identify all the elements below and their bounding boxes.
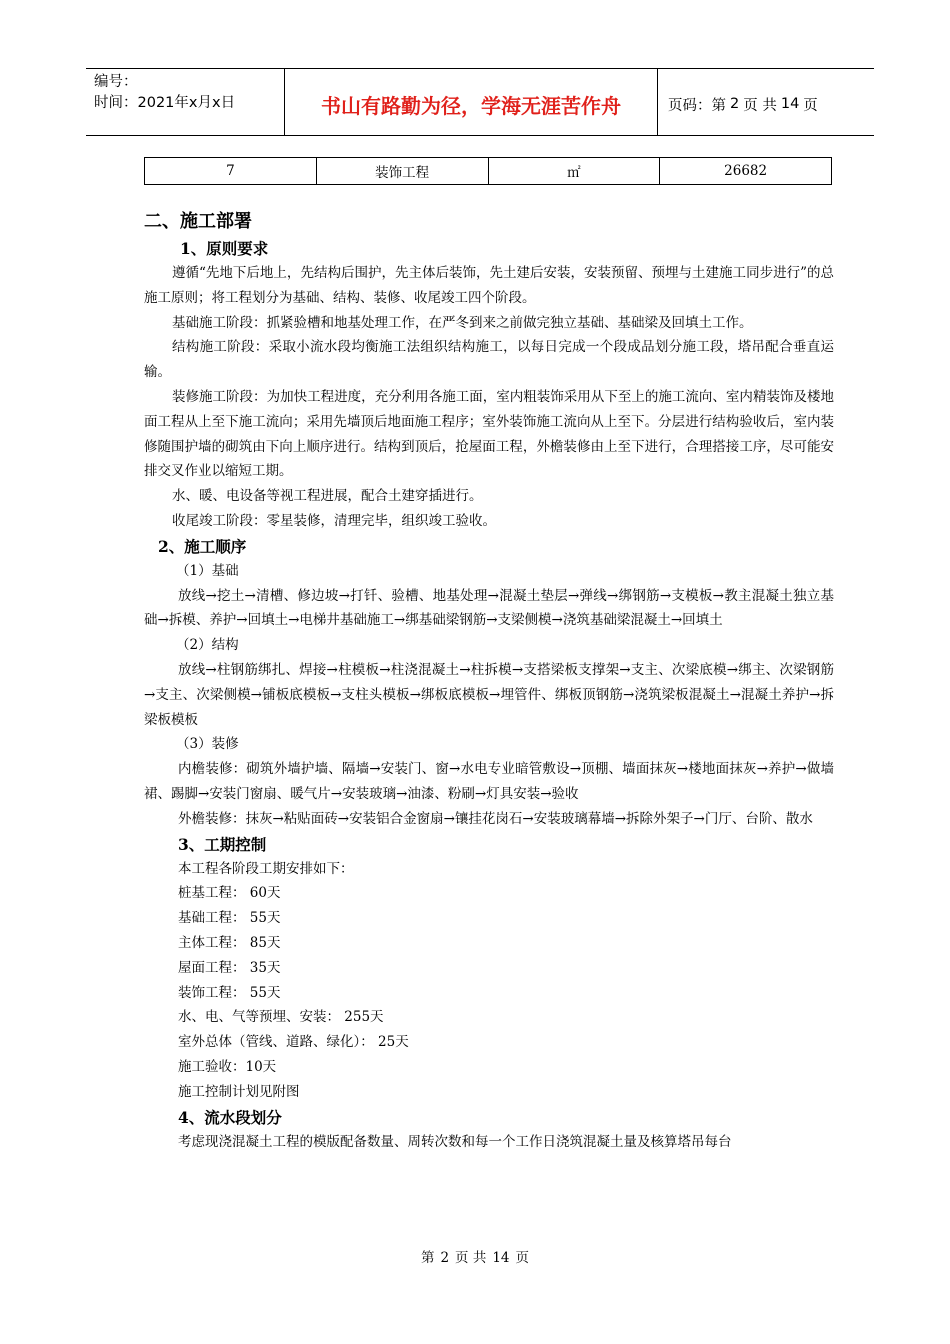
paragraph: 装修施工阶段：为加快工程进度，充分利用各施工面，室内粗装饰采用从下至上的施工流向、室内精装饰及楼地面工程从上至下施工流向；采用先墙顶后地面施工程序；室外装饰施工流向从上至下。分层进行结构验收后，室内装修随围护墙的砌筑由下向上顺序进行。结构到顶后，抢屋面工程，外檐装修由上至下进行，合理搭接工序，尽可能安排交叉作业以缩短工期。: [144, 388, 834, 480]
page-number: 2: [730, 96, 740, 112]
page-header: [86, 68, 874, 136]
sub-heading: （3）装修: [176, 736, 239, 753]
schedule-line: 装饰工程： 55天: [178, 984, 281, 1001]
quantity-table: [144, 157, 832, 185]
section-title: 二、施工部署: [144, 211, 252, 232]
subsection-title: 4、流水段划分: [178, 1107, 282, 1127]
footer-page-total: 14: [492, 1250, 510, 1266]
page-mid-label: 页 共: [743, 97, 777, 114]
header-slogan: 书山有路勤为径，学海无涯苦作舟: [285, 69, 658, 135]
paragraph: 基础施工阶段：抓紧验槽和地基处理工作，在严冬到来之前做完独立基础、基础梁及回填土工作。: [172, 314, 753, 331]
schedule-line: 桩基工程： 60天: [178, 885, 281, 902]
schedule-line: 基础工程： 55天: [178, 910, 281, 927]
paragraph: 外檐装修：抹灰→粘贴面砖→安装铝合金窗扇→镶挂花岗石→安装玻璃幕墙→拆除外架子→门厅、台阶、散水: [178, 810, 813, 827]
schedule-line: 屋面工程： 35天: [178, 959, 281, 976]
schedule-line: 水、电、气等预埋、安装： 255天: [178, 1009, 384, 1026]
page-end-label: 页: [803, 97, 818, 114]
paragraph: 内檐装修：砌筑外墙护墙、隔墙→安装门、窗→水电专业暗管敷设→顶棚、墙面抹灰→楼地面抹灰→养护→做墙裙、踢脚→安装门窗扇、暖气片→安装玻璃→油漆、粉刷→灯具安装→验收: [144, 761, 834, 802]
table-cell-index: 7: [145, 158, 317, 185]
document-time-label: 时间：2021年x月x日: [94, 95, 236, 111]
sub-heading: （2）结构: [176, 637, 239, 654]
table-cell-quantity: 26682: [660, 158, 832, 185]
schedule-line: 室外总体（管线、道路、绿化）： 25天: [178, 1034, 409, 1051]
page-label: 页码：第: [668, 97, 726, 114]
table-cell-unit: ㎡: [488, 158, 660, 185]
paragraph: 放线→挖土→清槽、修边坡→打钎、验槽、地基处理→混凝土垫层→弹线→绑钢筋→支模板→教主混凝土独立基础→拆模、养护→回填土→电梯井基础施工→绑基础梁钢筋→支梁侧模→浇筑基础梁混凝土→回填土: [144, 587, 834, 629]
footer-mid: 页 共: [455, 1250, 487, 1266]
schedule-line: 主体工程： 85天: [178, 934, 281, 951]
document-number-label: 编号：: [94, 74, 138, 90]
subsection-title: 2、施工顺序: [158, 536, 247, 556]
paragraph: 放线→柱钢筋绑扎、焊接→柱模板→柱浇混凝土→柱拆模→支搭梁板支撑架→支主、次梁底模→绑主、次梁钢筋→支主、次梁侧模→铺板底模板→支柱头模板→绑板底模板→埋管件、绑板顶钢筋→浇筑梁板混凝土→混凝土养护→拆梁板模板: [144, 661, 834, 728]
paragraph: 水、暖、电设备等视工程进展，配合土建穿插进行。: [172, 488, 483, 505]
page-total: 14: [780, 96, 800, 112]
paragraph: 结构施工阶段：采取小流水段均衡施工法组织结构施工，以每日完成一个段成品划分施工段，塔吊配合垂直运输。: [144, 339, 834, 381]
paragraph: 收尾竣工阶段：零星装修，清理完毕，组织竣工验收。: [172, 512, 496, 529]
schedule-line: 本工程各阶段工期安排如下：: [178, 860, 354, 877]
sub-heading: （1）基础: [176, 562, 239, 579]
footer-page-number: 2: [440, 1250, 450, 1266]
schedule-line: 施工验收：10天: [178, 1058, 277, 1075]
paragraph: 考虑现浇混凝土工程的模版配备数量、周转次数和每一个工作日浇筑混凝土量及核算塔吊每台: [178, 1133, 732, 1150]
subsection-title: 3、工期控制: [178, 834, 267, 854]
header-page-info: [658, 69, 874, 135]
table-row: [145, 158, 832, 185]
document-body: [144, 208, 834, 1154]
footer-end: 页: [515, 1250, 530, 1266]
table-cell-name: 装饰工程: [316, 158, 488, 185]
schedule-line: 施工控制计划见附图: [178, 1083, 300, 1100]
paragraph: 遵循“先地下后地上，先结构后围护，先主体后装饰，先土建后安装，安装预留、预埋与土建施工同步进行”的总施工原则；将工程划分为基础、结构、装修、收尾竣工四个阶段。: [144, 265, 834, 306]
subsection-title: 1、原则要求: [180, 239, 269, 258]
footer-pre: 第: [420, 1250, 435, 1266]
header-meta: [86, 69, 285, 135]
page-footer: [0, 1246, 950, 1266]
